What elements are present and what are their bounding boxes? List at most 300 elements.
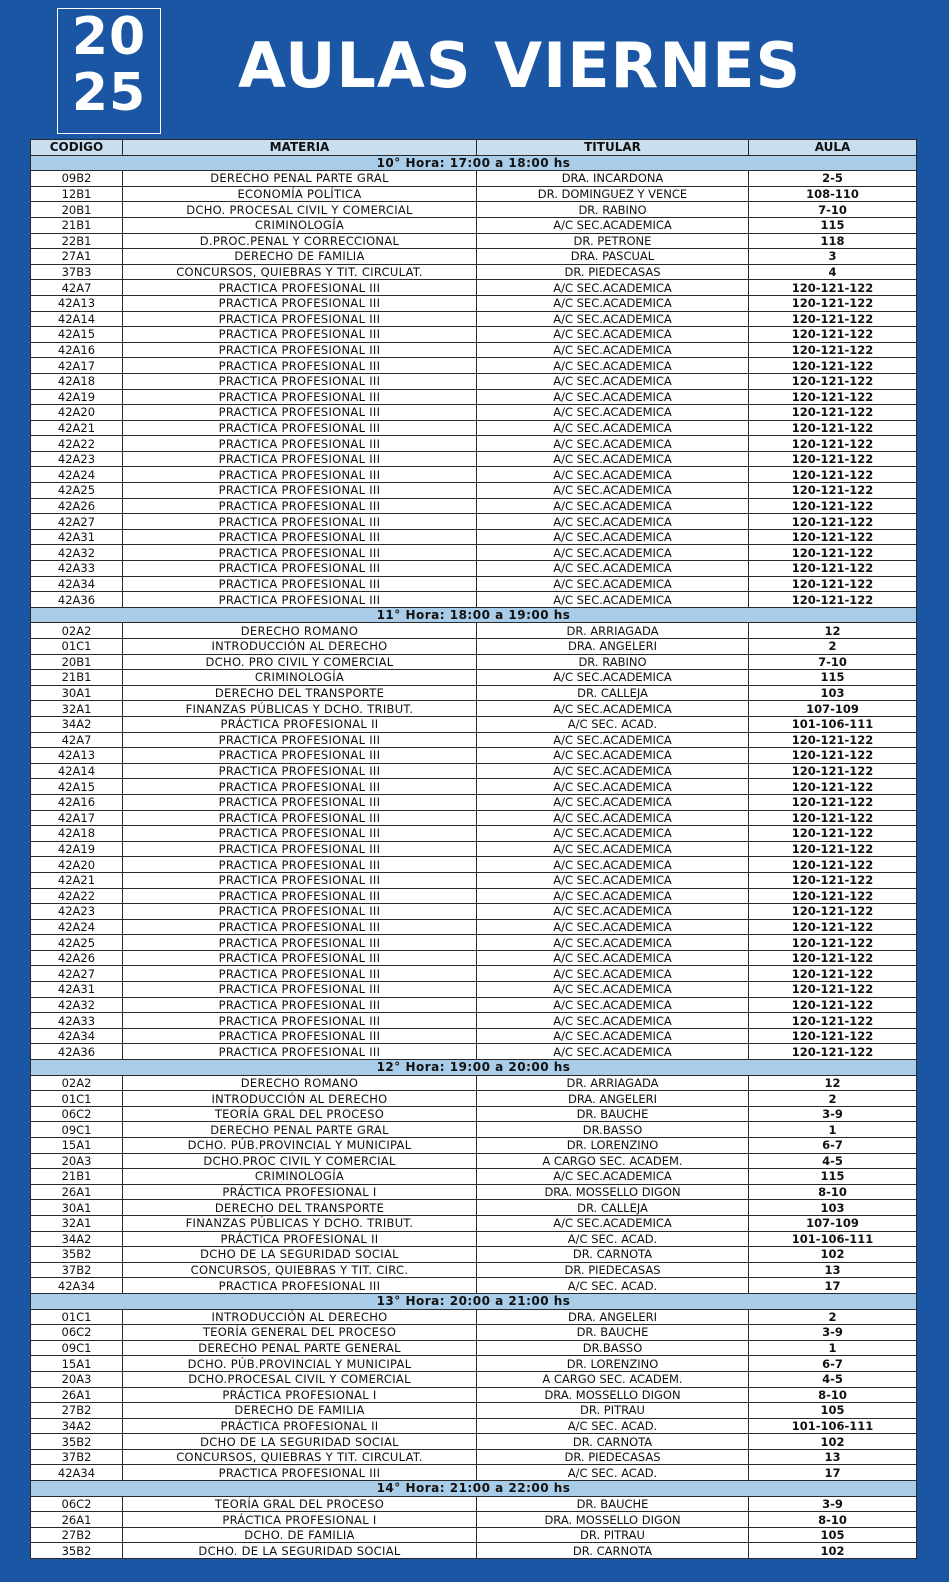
cell-titular: A/C SEC.ACADEMICA xyxy=(477,373,749,389)
cell-materia: DCHO. PRO CIVIL Y COMERCIAL xyxy=(123,654,477,670)
cell-materia: PRACTICA PROFESIONAL III xyxy=(123,966,477,982)
cell-codigo: 42A18 xyxy=(31,826,123,842)
cell-materia: PRÁCTICA PROFESIONAL I xyxy=(123,1512,477,1528)
cell-codigo: 42A31 xyxy=(31,982,123,998)
cell-aula: 13 xyxy=(749,1262,917,1278)
cell-titular: DRA. ANGELERI xyxy=(477,639,749,655)
cell-aula: 17 xyxy=(749,1278,917,1294)
cell-aula: 120-121-122 xyxy=(749,1028,917,1044)
table-row xyxy=(31,1387,917,1403)
cell-materia: PRACTICA PROFESIONAL III xyxy=(123,295,477,311)
cell-materia: PRACTICA PROFESIONAL III xyxy=(123,1044,477,1060)
table-row xyxy=(31,732,917,748)
cell-titular: DR. RABINO xyxy=(477,654,749,670)
cell-codigo: 34A2 xyxy=(31,1231,123,1247)
cell-materia: DERECHO ROMANO xyxy=(123,623,477,639)
cell-titular: A/C SEC.ACADEMICA xyxy=(477,467,749,483)
cell-codigo: 20B1 xyxy=(31,202,123,218)
cell-titular: A/C SEC.ACADEMICA xyxy=(477,327,749,343)
cell-aula: 1 xyxy=(749,1340,917,1356)
cell-codigo: 42A18 xyxy=(31,373,123,389)
cell-materia: CONCURSOS, QUIEBRAS Y TIT. CIRC. xyxy=(123,1262,477,1278)
cell-codigo: 26A1 xyxy=(31,1512,123,1528)
cell-aula: 2-5 xyxy=(749,171,917,187)
cell-titular: A/C SEC.ACADEMICA xyxy=(477,280,749,296)
cell-codigo: 42A23 xyxy=(31,451,123,467)
cell-titular: A/C SEC.ACADEMICA xyxy=(477,436,749,452)
cell-titular: DR. PIEDECASAS xyxy=(477,264,749,280)
cell-titular: A/C SEC.ACADEMICA xyxy=(477,966,749,982)
table-row xyxy=(31,436,917,452)
table-body xyxy=(31,155,917,1558)
column-header-aula: AULA xyxy=(749,140,917,156)
cell-titular: A/C SEC.ACADEMICA xyxy=(477,1215,749,1231)
cell-codigo: 42A34 xyxy=(31,1465,123,1481)
cell-materia: FINANZAS PÚBLICAS Y DCHO. TRIBUT. xyxy=(123,1215,477,1231)
cell-aula: 6-7 xyxy=(749,1356,917,1372)
section-header-row xyxy=(31,1481,917,1497)
cell-aula: 17 xyxy=(749,1465,917,1481)
cell-materia: PRACTICA PROFESIONAL III xyxy=(123,467,477,483)
cell-titular: DR. PETRONE xyxy=(477,233,749,249)
cell-titular: A/C SEC.ACADEMICA xyxy=(477,935,749,951)
cell-titular: A/C SEC.ACADEMICA xyxy=(477,311,749,327)
year-badge xyxy=(57,8,161,134)
cell-titular: A/C SEC.ACADEMICA xyxy=(477,670,749,686)
cell-aula: 2 xyxy=(749,1091,917,1107)
table-row xyxy=(31,1434,917,1450)
table-row xyxy=(31,841,917,857)
cell-codigo: 20A3 xyxy=(31,1153,123,1169)
cell-aula: 3-9 xyxy=(749,1496,917,1512)
column-header-titular: TITULAR xyxy=(477,140,749,156)
cell-aula: 120-121-122 xyxy=(749,1044,917,1060)
column-header-codigo: CODIGO xyxy=(31,140,123,156)
cell-materia: PRACTICA PROFESIONAL III xyxy=(123,420,477,436)
table-row xyxy=(31,1247,917,1263)
table-row xyxy=(31,950,917,966)
cell-aula: 120-121-122 xyxy=(749,405,917,421)
cell-aula: 120-121-122 xyxy=(749,467,917,483)
cell-titular: A/C SEC.ACADEMICA xyxy=(477,561,749,577)
cell-aula: 115 xyxy=(749,1169,917,1185)
section-header-row xyxy=(31,155,917,171)
cell-aula: 120-121-122 xyxy=(749,966,917,982)
cell-titular: DRA. MOSSELLO DIGON xyxy=(477,1184,749,1200)
cell-titular: A/C SEC.ACADEMICA xyxy=(477,950,749,966)
section-header-row xyxy=(31,1060,917,1076)
cell-codigo: 26A1 xyxy=(31,1184,123,1200)
table-row xyxy=(31,1465,917,1481)
cell-aula: 120-121-122 xyxy=(749,763,917,779)
cell-materia: CONCURSOS, QUIEBRAS Y TIT. CIRCULAT. xyxy=(123,1449,477,1465)
cell-aula: 120-121-122 xyxy=(749,483,917,499)
cell-codigo: 27A1 xyxy=(31,249,123,265)
table-row xyxy=(31,514,917,530)
cell-materia: PRACTICA PROFESIONAL III xyxy=(123,841,477,857)
table-row xyxy=(31,1262,917,1278)
cell-aula: 120-121-122 xyxy=(749,982,917,998)
cell-aula: 4-5 xyxy=(749,1153,917,1169)
cell-materia: PRÁCTICA PROFESIONAL II xyxy=(123,1231,477,1247)
cell-materia: PRACTICA PROFESIONAL III xyxy=(123,794,477,810)
cell-aula: 3 xyxy=(749,249,917,265)
schedule-table xyxy=(30,139,917,1559)
cell-aula: 4-5 xyxy=(749,1371,917,1387)
table-row xyxy=(31,623,917,639)
cell-codigo: 42A14 xyxy=(31,763,123,779)
table-row xyxy=(31,1325,917,1341)
cell-aula: 120-121-122 xyxy=(749,794,917,810)
cell-codigo: 42A17 xyxy=(31,358,123,374)
table-row xyxy=(31,576,917,592)
cell-codigo: 42A27 xyxy=(31,966,123,982)
table-header-row xyxy=(31,140,917,156)
cell-codigo: 37B2 xyxy=(31,1262,123,1278)
table-row xyxy=(31,451,917,467)
cell-aula: 120-121-122 xyxy=(749,498,917,514)
cell-materia: PRACTICA PROFESIONAL III xyxy=(123,498,477,514)
table-row xyxy=(31,1044,917,1060)
cell-codigo: 21B1 xyxy=(31,670,123,686)
cell-codigo: 06C2 xyxy=(31,1106,123,1122)
cell-materia: PRACTICA PROFESIONAL III xyxy=(123,405,477,421)
year-bottom: 25 xyxy=(71,63,147,123)
cell-materia: PRACTICA PROFESIONAL III xyxy=(123,997,477,1013)
cell-aula: 7-10 xyxy=(749,202,917,218)
cell-codigo: 42A26 xyxy=(31,950,123,966)
cell-aula: 3-9 xyxy=(749,1106,917,1122)
cell-aula: 120-121-122 xyxy=(749,576,917,592)
cell-aula: 4 xyxy=(749,264,917,280)
cell-titular: A/C SEC.ACADEMICA xyxy=(477,794,749,810)
table-row xyxy=(31,545,917,561)
cell-aula: 7-10 xyxy=(749,654,917,670)
table-row xyxy=(31,826,917,842)
table-row xyxy=(31,295,917,311)
cell-titular: A/C SEC.ACADEMICA xyxy=(477,1044,749,1060)
cell-titular: DRA. ANGELERI xyxy=(477,1309,749,1325)
cell-materia: DERECHO DEL TRANSPORTE xyxy=(123,1200,477,1216)
cell-titular: DR. LORENZINO xyxy=(477,1356,749,1372)
cell-aula: 120-121-122 xyxy=(749,904,917,920)
cell-aula: 120-121-122 xyxy=(749,451,917,467)
cell-titular: DR. DOMINGUEZ Y VENCE xyxy=(477,186,749,202)
cell-titular: A/C SEC.ACADEMICA xyxy=(477,872,749,888)
cell-codigo: 42A32 xyxy=(31,997,123,1013)
cell-titular: A/C SEC. ACAD. xyxy=(477,1231,749,1247)
cell-titular: DR. CALLEJA xyxy=(477,685,749,701)
cell-titular: A/C SEC. ACAD. xyxy=(477,1278,749,1294)
table-row xyxy=(31,483,917,499)
cell-titular: A/C SEC.ACADEMICA xyxy=(477,1028,749,1044)
table-row xyxy=(31,420,917,436)
cell-titular: DRA. ANGELERI xyxy=(477,1091,749,1107)
cell-codigo: 42A16 xyxy=(31,342,123,358)
cell-codigo: 01C1 xyxy=(31,639,123,655)
cell-codigo: 02A2 xyxy=(31,1075,123,1091)
cell-codigo: 42A33 xyxy=(31,1013,123,1029)
cell-materia: PRACTICA PROFESIONAL III xyxy=(123,451,477,467)
cell-materia: PRACTICA PROFESIONAL III xyxy=(123,950,477,966)
cell-aula: 8-10 xyxy=(749,1512,917,1528)
cell-codigo: 42A19 xyxy=(31,389,123,405)
table-row xyxy=(31,748,917,764)
table-row xyxy=(31,467,917,483)
cell-aula: 108-110 xyxy=(749,186,917,202)
cell-titular: A/C SEC.ACADEMICA xyxy=(477,545,749,561)
cell-materia: DCHO. PROCESAL CIVIL Y COMERCIAL xyxy=(123,202,477,218)
cell-codigo: 42A36 xyxy=(31,592,123,608)
cell-materia: PRACTICA PROFESIONAL III xyxy=(123,904,477,920)
cell-codigo: 42A34 xyxy=(31,576,123,592)
cell-codigo: 42A26 xyxy=(31,498,123,514)
cell-materia: PRÁCTICA PROFESIONAL II xyxy=(123,716,477,732)
cell-materia: PRACTICA PROFESIONAL III xyxy=(123,779,477,795)
cell-aula: 120-121-122 xyxy=(749,311,917,327)
cell-titular: A/C SEC.ACADEMICA xyxy=(477,217,749,233)
cell-codigo: 27B2 xyxy=(31,1403,123,1419)
cell-aula: 12 xyxy=(749,1075,917,1091)
cell-aula: 120-121-122 xyxy=(749,841,917,857)
cell-aula: 120-121-122 xyxy=(749,732,917,748)
cell-aula: 120-121-122 xyxy=(749,919,917,935)
cell-codigo: 42A15 xyxy=(31,779,123,795)
table-row xyxy=(31,794,917,810)
table-row xyxy=(31,327,917,343)
cell-materia: PRACTICA PROFESIONAL III xyxy=(123,483,477,499)
cell-titular: DRA. INCARDONA xyxy=(477,171,749,187)
cell-codigo: 35B2 xyxy=(31,1543,123,1559)
cell-aula: 120-121-122 xyxy=(749,280,917,296)
table-row xyxy=(31,592,917,608)
cell-titular: DR. CARNOTA xyxy=(477,1434,749,1450)
cell-titular: DR.BASSO xyxy=(477,1122,749,1138)
cell-materia: PRACTICA PROFESIONAL III xyxy=(123,436,477,452)
table-row xyxy=(31,872,917,888)
cell-aula: 105 xyxy=(749,1527,917,1543)
cell-aula: 120-121-122 xyxy=(749,436,917,452)
table-row xyxy=(31,982,917,998)
cell-titular: A/C SEC.ACADEMICA xyxy=(477,358,749,374)
table-row xyxy=(31,311,917,327)
cell-titular: A/C SEC.ACADEMICA xyxy=(477,826,749,842)
table-row xyxy=(31,1013,917,1029)
cell-titular: A/C SEC.ACADEMICA xyxy=(477,701,749,717)
cell-codigo: 01C1 xyxy=(31,1091,123,1107)
cell-aula: 12 xyxy=(749,623,917,639)
cell-materia: CRIMINOLOGÍA xyxy=(123,217,477,233)
cell-titular: DR. RABINO xyxy=(477,202,749,218)
cell-titular: A/C SEC.ACADEMICA xyxy=(477,888,749,904)
cell-codigo: 15A1 xyxy=(31,1138,123,1154)
cell-materia: DERECHO DE FAMILIA xyxy=(123,249,477,265)
table-row xyxy=(31,701,917,717)
cell-materia: TEORÍA GENERAL DEL PROCESO xyxy=(123,1325,477,1341)
cell-aula: 2 xyxy=(749,639,917,655)
cell-aula: 1 xyxy=(749,1122,917,1138)
cell-materia: DERECHO PENAL PARTE GRAL xyxy=(123,171,477,187)
cell-aula: 120-121-122 xyxy=(749,373,917,389)
cell-titular: A/C SEC.ACADEMICA xyxy=(477,420,749,436)
table-row xyxy=(31,1138,917,1154)
cell-aula: 120-121-122 xyxy=(749,342,917,358)
table-row xyxy=(31,498,917,514)
cell-aula: 2 xyxy=(749,1309,917,1325)
section-time-label: 12° Hora: 19:00 a 20:00 hs xyxy=(31,1060,917,1076)
table-row xyxy=(31,264,917,280)
cell-codigo: 30A1 xyxy=(31,1200,123,1216)
cell-codigo: 30A1 xyxy=(31,685,123,701)
cell-titular: A/C SEC. ACAD. xyxy=(477,1418,749,1434)
cell-codigo: 42A21 xyxy=(31,872,123,888)
cell-materia: PRACTICA PROFESIONAL III xyxy=(123,1465,477,1481)
table-row xyxy=(31,1449,917,1465)
cell-codigo: 06C2 xyxy=(31,1496,123,1512)
table-row xyxy=(31,186,917,202)
cell-aula: 103 xyxy=(749,1200,917,1216)
section-time-label: 11° Hora: 18:00 a 19:00 hs xyxy=(31,607,917,623)
table-row xyxy=(31,639,917,655)
cell-titular: A/C SEC.ACADEMICA xyxy=(477,748,749,764)
cell-materia: TEORÍA GRAL DEL PROCESO xyxy=(123,1496,477,1512)
cell-aula: 107-109 xyxy=(749,701,917,717)
cell-materia: PRACTICA PROFESIONAL III xyxy=(123,327,477,343)
cell-materia: DCHO.PROCESAL CIVIL Y COMERCIAL xyxy=(123,1371,477,1387)
cell-codigo: 42A33 xyxy=(31,561,123,577)
cell-materia: PRÁCTICA PROFESIONAL II xyxy=(123,1418,477,1434)
cell-codigo: 20B1 xyxy=(31,654,123,670)
cell-titular: DR. CALLEJA xyxy=(477,1200,749,1216)
table-row xyxy=(31,1153,917,1169)
cell-codigo: 02A2 xyxy=(31,623,123,639)
cell-aula: 120-121-122 xyxy=(749,295,917,311)
page-title: AULAS VIERNES xyxy=(238,29,802,102)
cell-materia: PRACTICA PROFESIONAL III xyxy=(123,576,477,592)
cell-codigo: 01C1 xyxy=(31,1309,123,1325)
cell-codigo: 26A1 xyxy=(31,1387,123,1403)
cell-aula: 120-121-122 xyxy=(749,545,917,561)
cell-materia: DCHO. DE FAMILIA xyxy=(123,1527,477,1543)
cell-materia: INTRODUCCIÓN AL DERECHO xyxy=(123,1091,477,1107)
cell-titular: A/C SEC.ACADEMICA xyxy=(477,514,749,530)
cell-materia: PRACTICA PROFESIONAL III xyxy=(123,935,477,951)
cell-titular: A/C SEC.ACADEMICA xyxy=(477,982,749,998)
table-row xyxy=(31,888,917,904)
table-row xyxy=(31,654,917,670)
table-row xyxy=(31,1543,917,1559)
cell-aula: 120-121-122 xyxy=(749,389,917,405)
cell-codigo: 42A21 xyxy=(31,420,123,436)
cell-materia: D.PROC.PENAL Y CORRECCIONAL xyxy=(123,233,477,249)
cell-titular: DR. ARRIAGADA xyxy=(477,623,749,639)
cell-codigo: 32A1 xyxy=(31,701,123,717)
cell-titular: A/C SEC.ACADEMICA xyxy=(477,997,749,1013)
cell-aula: 105 xyxy=(749,1403,917,1419)
cell-materia: TEORÍA GRAL DEL PROCESO xyxy=(123,1106,477,1122)
table-row xyxy=(31,171,917,187)
cell-codigo: 42A34 xyxy=(31,1278,123,1294)
table-row xyxy=(31,1184,917,1200)
cell-codigo: 42A7 xyxy=(31,732,123,748)
cell-materia: DERECHO DE FAMILIA xyxy=(123,1403,477,1419)
table-row xyxy=(31,763,917,779)
cell-titular: A/C SEC.ACADEMICA xyxy=(477,779,749,795)
cell-aula: 13 xyxy=(749,1449,917,1465)
cell-titular: DR. CARNOTA xyxy=(477,1247,749,1263)
cell-codigo: 37B2 xyxy=(31,1449,123,1465)
cell-aula: 120-121-122 xyxy=(749,857,917,873)
cell-materia: PRACTICA PROFESIONAL III xyxy=(123,888,477,904)
cell-materia: PRACTICA PROFESIONAL III xyxy=(123,514,477,530)
table-row xyxy=(31,373,917,389)
cell-codigo: 42A14 xyxy=(31,311,123,327)
cell-codigo: 21B1 xyxy=(31,1169,123,1185)
cell-codigo: 35B2 xyxy=(31,1247,123,1263)
cell-aula: 101-106-111 xyxy=(749,1231,917,1247)
cell-aula: 120-121-122 xyxy=(749,950,917,966)
cell-materia: PRACTICA PROFESIONAL III xyxy=(123,763,477,779)
cell-aula: 8-10 xyxy=(749,1184,917,1200)
cell-codigo: 09C1 xyxy=(31,1340,123,1356)
cell-codigo: 42A17 xyxy=(31,810,123,826)
cell-titular: A/C SEC.ACADEMICA xyxy=(477,529,749,545)
cell-codigo: 42A22 xyxy=(31,436,123,452)
cell-codigo: 09B2 xyxy=(31,171,123,187)
cell-codigo: 20A3 xyxy=(31,1371,123,1387)
cell-aula: 120-121-122 xyxy=(749,592,917,608)
cell-materia: DERECHO ROMANO xyxy=(123,1075,477,1091)
cell-materia: PRACTICA PROFESIONAL III xyxy=(123,545,477,561)
table-row xyxy=(31,1231,917,1247)
cell-codigo: 12B1 xyxy=(31,186,123,202)
cell-aula: 102 xyxy=(749,1247,917,1263)
cell-materia: PRACTICA PROFESIONAL III xyxy=(123,810,477,826)
table-row xyxy=(31,405,917,421)
column-header-materia: MATERIA xyxy=(123,140,477,156)
cell-titular: A/C SEC.ACADEMICA xyxy=(477,295,749,311)
cell-codigo: 15A1 xyxy=(31,1356,123,1372)
table-row xyxy=(31,1028,917,1044)
table-row xyxy=(31,904,917,920)
table-row xyxy=(31,280,917,296)
cell-materia: PRACTICA PROFESIONAL III xyxy=(123,529,477,545)
table-row xyxy=(31,716,917,732)
cell-codigo: 42A34 xyxy=(31,1028,123,1044)
table-row xyxy=(31,561,917,577)
table-row xyxy=(31,249,917,265)
cell-titular: DRA. MOSSELLO DIGON xyxy=(477,1512,749,1528)
cell-materia: PRACTICA PROFESIONAL III xyxy=(123,919,477,935)
cell-titular: A/C SEC.ACADEMICA xyxy=(477,1013,749,1029)
cell-titular: A/C SEC.ACADEMICA xyxy=(477,483,749,499)
cell-materia: PRACTICA PROFESIONAL III xyxy=(123,982,477,998)
cell-codigo: 42A25 xyxy=(31,935,123,951)
cell-titular: A/C SEC.ACADEMICA xyxy=(477,498,749,514)
cell-aula: 107-109 xyxy=(749,1215,917,1231)
cell-materia: PRACTICA PROFESIONAL III xyxy=(123,857,477,873)
cell-materia: PRACTICA PROFESIONAL III xyxy=(123,311,477,327)
table-row xyxy=(31,1403,917,1419)
cell-aula: 8-10 xyxy=(749,1387,917,1403)
cell-codigo: 27B2 xyxy=(31,1527,123,1543)
cell-aula: 6-7 xyxy=(749,1138,917,1154)
table-row xyxy=(31,389,917,405)
cell-materia: PRACTICA PROFESIONAL III xyxy=(123,732,477,748)
table-row xyxy=(31,1512,917,1528)
cell-titular: DR. LORENZINO xyxy=(477,1138,749,1154)
cell-titular: A/C SEC.ACADEMICA xyxy=(477,919,749,935)
